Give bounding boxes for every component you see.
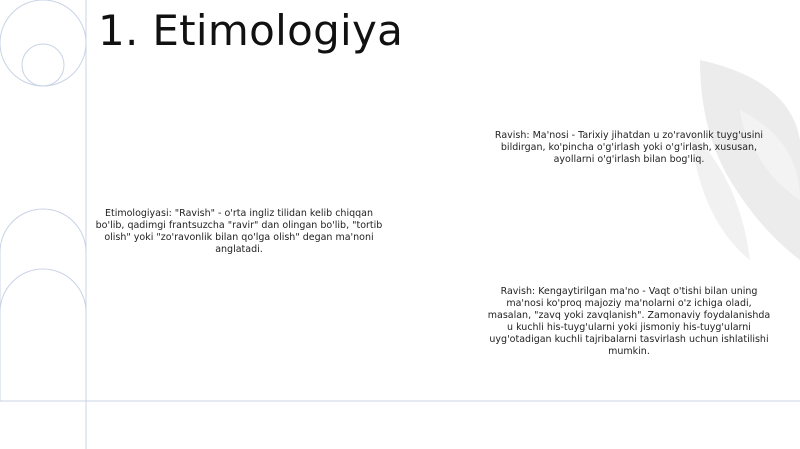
slide-title: 1. Etimologiya [98,6,404,55]
outer-circle-shape [0,0,86,86]
etymology-textbox: Etimologiyasi: "Ravish" - o'rta ingliz tilidan kelib chiqqan bo'lib, qadimgi frantsuzcha "ravir" dan olingan bo'lib, "tortib olish" yoki "zo'ravonlik bilan qo'lga olish" degan ma'noni anglatadi. [95,208,383,255]
upper-arch-shape [0,209,86,338]
inner-circle-shape [22,44,64,86]
lower-arch-shape [0,269,86,401]
meaning-textbox-historical: Ravish: Ma'nosi - Tarixiy jihatdan u zo'ravonlik tuyg'usini bildirgan, ko'pincha o'g'irlash yoki o'g'irlash, xususan, ayollarni o'g'irlash bilan bog'liq. [494,130,764,165]
meaning-textbox-extended: Ravish: Kengaytirilgan ma'no - Vaqt o'tishi bilan uning ma'nosi ko'proq majoziy ma'nolarni o'z ichiga oladi, masalan, "zavq yoki zavqlanish". Zamonaviy foydalanishda u kuchli his-tuyg'ularni yoki jismoniy his-tuyg'ularni uyg'otadigan kuchli tajribalarni tasvirlash uchun ishlatilishi mumkin. [487,286,771,357]
